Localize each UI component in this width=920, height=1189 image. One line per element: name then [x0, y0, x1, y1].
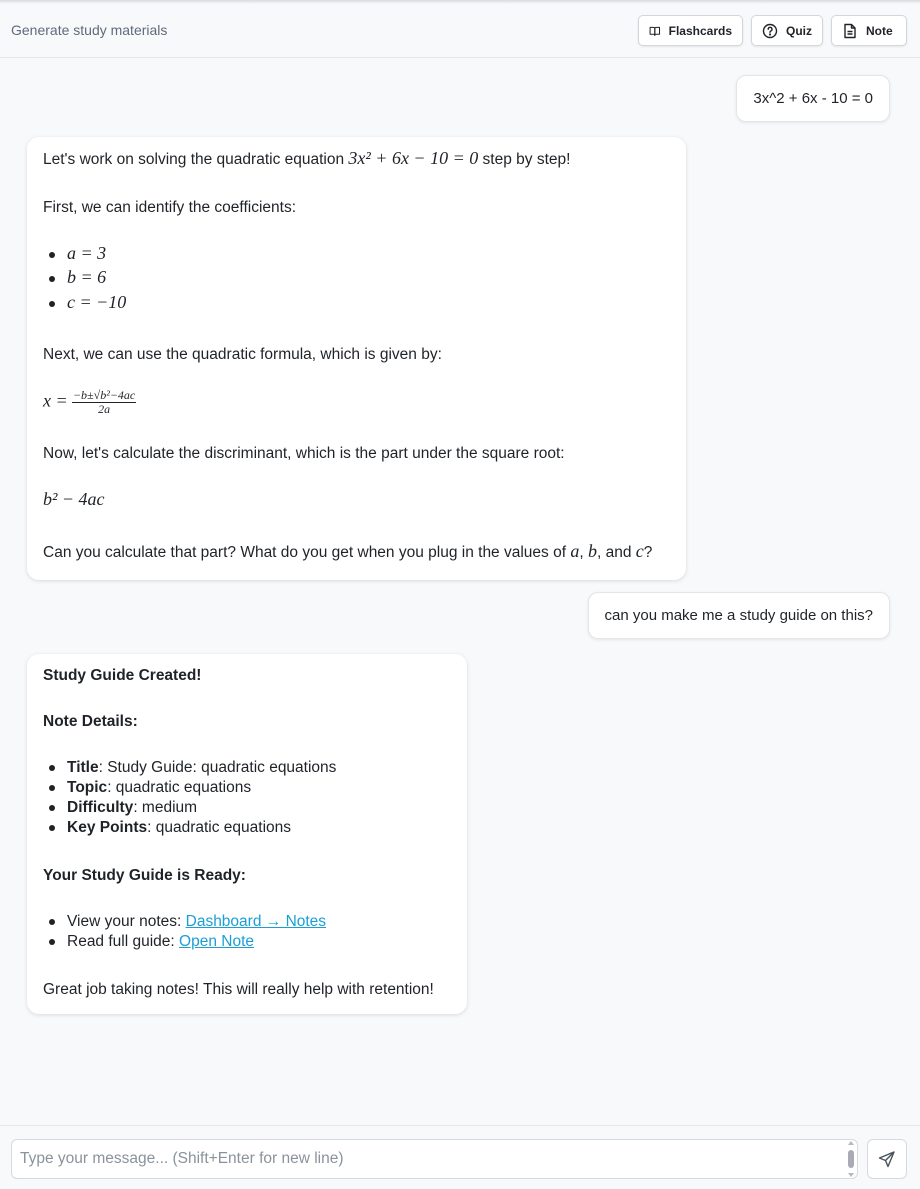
user-message-text: 3x^2 + 6x - 10 = 0	[753, 90, 873, 107]
discriminant-expression: b² − 4ac	[43, 489, 105, 509]
bullet	[49, 939, 55, 945]
and-text: and	[605, 544, 632, 561]
equation-math: 3x² + 6x − 10 = 0	[348, 148, 479, 168]
composer	[0, 1125, 920, 1189]
detail-title	[67, 759, 336, 777]
document-icon	[842, 23, 858, 39]
question-line: Can you calculate that part? What do you get when you plug in the values of a, b, and c?	[43, 541, 653, 561]
detail-label: Key Points	[67, 819, 148, 836]
var-a: a	[570, 541, 580, 561]
bullet	[49, 252, 55, 258]
bullet	[49, 805, 55, 811]
dashboard-notes-link[interactable]: Dashboard → Notes	[185, 913, 327, 930]
bullet	[49, 825, 55, 831]
detail-label: Difficulty	[67, 799, 134, 816]
user-message-text: can you make me a study guide on this?	[604, 607, 873, 624]
formula-fraction	[72, 389, 136, 416]
flashcards-label: Flashcards	[668, 23, 732, 38]
bullet	[49, 919, 55, 925]
flashcards-button[interactable]	[638, 15, 743, 46]
detail-label: Title	[67, 759, 99, 776]
ready-heading	[43, 867, 246, 885]
quiz-label: Quiz	[786, 23, 812, 38]
coefficients-intro: First, we can identify the coefficients:	[43, 199, 296, 216]
study-guide-heading	[43, 667, 201, 685]
intro-end-text: step by step!	[482, 151, 571, 168]
assistant-message	[27, 654, 467, 1014]
header-title: Generate study materials	[11, 22, 168, 38]
formula-denominator: 2a	[98, 402, 111, 416]
link-prefix: Read full guide:	[67, 933, 180, 950]
help-circle-icon	[762, 23, 778, 39]
discriminant-intro: Now, let's calculate the discriminant, which is the part under the square root:	[43, 445, 565, 462]
link-line-notes	[67, 913, 326, 931]
bullet	[49, 301, 55, 307]
var-b: b	[587, 541, 597, 561]
question-text: Can you calculate that part? What do you get when you plug in the values of	[43, 544, 567, 561]
detail-value: : quadratic equations	[147, 819, 292, 836]
open-note-link[interactable]: Open Note	[179, 933, 254, 950]
coefficient-b: b = 6	[67, 267, 107, 287]
assistant-message	[27, 137, 686, 580]
intro-line	[43, 148, 570, 169]
note-label: Note	[866, 23, 893, 38]
bullet	[49, 785, 55, 791]
detail-topic	[67, 779, 251, 797]
link-prefix: View your notes:	[67, 913, 186, 930]
intro-text: Let's work on solving the quadratic equation	[43, 151, 345, 168]
formula-numerator: −b±√b²−4ac	[72, 388, 136, 402]
detail-label: Topic	[67, 779, 108, 796]
note-details-heading	[43, 713, 138, 731]
closing-text: Great job taking notes! This will really help with retention!	[43, 981, 434, 998]
detail-value: : quadratic equations	[107, 779, 252, 796]
message-input[interactable]	[11, 1139, 858, 1179]
detail-difficulty	[67, 799, 197, 817]
header	[0, 4, 920, 58]
bullet	[49, 765, 55, 771]
question-end: ?	[643, 544, 653, 561]
user-message	[736, 75, 890, 122]
book-open-icon	[649, 23, 661, 39]
var-c: c	[635, 541, 644, 561]
bullet	[49, 276, 55, 282]
quiz-button[interactable]	[751, 15, 823, 46]
user-message	[588, 592, 891, 639]
details-heading-text: Note Details:	[43, 713, 138, 730]
detail-key-points	[67, 819, 291, 837]
formula-intro: Next, we can use the quadratic formula, which is given by:	[43, 346, 442, 363]
input-scrollbar[interactable]	[846, 1140, 856, 1178]
detail-value: : Study Guide: quadratic equations	[98, 759, 337, 776]
ready-heading-text: Your Study Guide is Ready:	[43, 867, 246, 884]
link-line-guide	[67, 933, 254, 951]
heading-text: Study Guide Created!	[43, 667, 202, 684]
quadratic-formula	[43, 389, 136, 416]
formula-lhs: x =	[43, 390, 68, 411]
send-icon	[878, 1150, 896, 1168]
send-button[interactable]	[867, 1139, 907, 1179]
coefficient-a: a = 3	[67, 243, 107, 263]
detail-value: : medium	[133, 799, 198, 816]
note-button[interactable]	[831, 15, 907, 46]
coefficient-c: c = −10	[67, 292, 127, 312]
